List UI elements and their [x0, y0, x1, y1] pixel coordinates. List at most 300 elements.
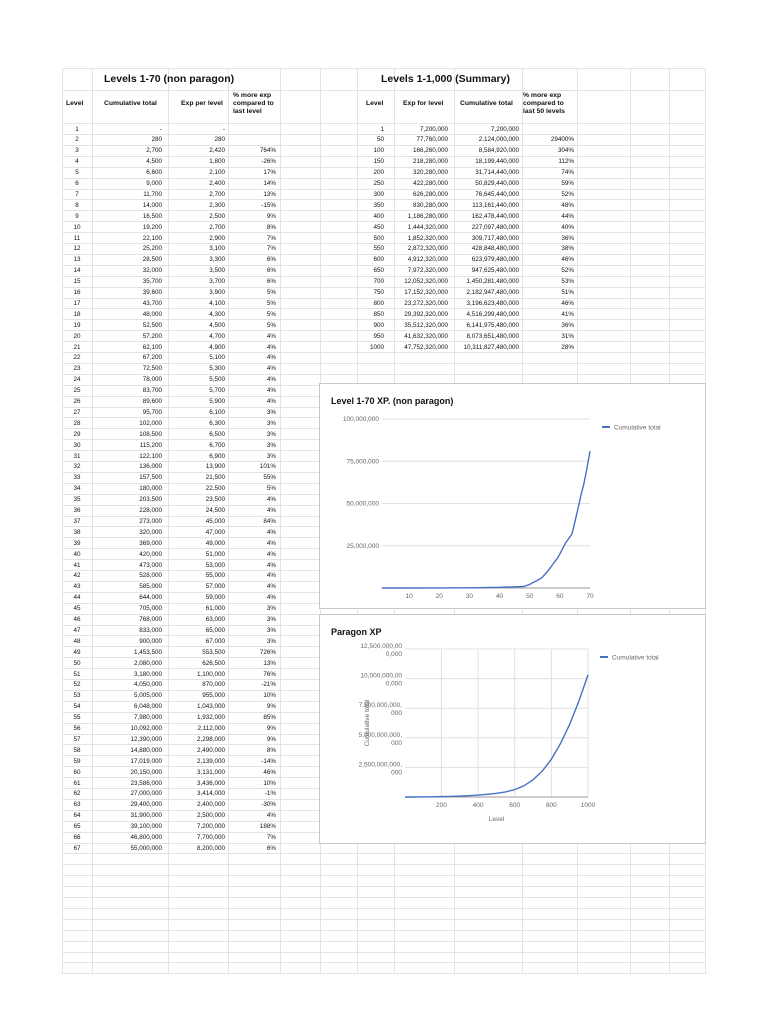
- left-cell-level: 3: [75, 147, 79, 155]
- left-cell-level: 59: [73, 757, 81, 765]
- left-cell-level: 23: [73, 365, 81, 373]
- y-tick-label-line: 12,500,000,00: [360, 643, 402, 650]
- right-cell-cumulative: 2,124,000,000: [478, 136, 519, 144]
- right-header-pct-line: compared to: [523, 100, 564, 107]
- left-cell-cumulative: 6,600: [146, 169, 162, 177]
- left-cell-level: 31: [73, 452, 81, 460]
- right-header-cumulative: Cumulative total: [460, 100, 513, 107]
- right-cell-exp: 830,280,000: [412, 201, 448, 209]
- left-cell-level: 27: [73, 408, 81, 416]
- right-cell-pct: 51%: [561, 289, 574, 296]
- left-cell-exp: 2,100: [209, 169, 225, 177]
- right-cell-cumulative: 309,717,480,000: [471, 234, 519, 242]
- left-cell-pct: 4%: [266, 812, 276, 820]
- left-cell-exp: 6,100: [209, 408, 225, 416]
- left-cell-level: 6: [75, 180, 79, 187]
- left-cell-pct: 46%: [263, 768, 276, 776]
- left-cell-level: 62: [73, 790, 81, 798]
- right-cell-level: 250: [373, 180, 384, 187]
- left-cell-pct: 3%: [266, 419, 276, 427]
- left-cell-cumulative: 17,019,000: [130, 757, 162, 765]
- right-cell-level: 200: [373, 169, 384, 177]
- left-cell-cumulative: 14,880,000: [130, 746, 162, 754]
- right-header-pct-line: % more exp: [523, 92, 562, 99]
- right-cell-pct: 38%: [561, 245, 574, 253]
- left-cell-exp: 6,500: [209, 430, 225, 438]
- left-cell-cumulative: 2,700: [146, 147, 162, 155]
- left-header-exp: Exp per level: [181, 100, 223, 107]
- y-axis-label: Cumulative total: [364, 699, 371, 747]
- left-cell-level: 5: [75, 169, 79, 177]
- left-cell-level: 10: [73, 223, 81, 231]
- left-cell-level: 34: [73, 485, 81, 493]
- left-cell-level: 15: [73, 278, 81, 286]
- left-cell-level: 57: [73, 735, 81, 743]
- left-cell-pct: 17%: [263, 169, 276, 177]
- left-cell-exp: 23,500: [205, 496, 225, 504]
- y-tick-label: [360, 643, 402, 658]
- left-cell-pct: -14%: [261, 757, 276, 765]
- right-cell-pct: 36%: [561, 234, 574, 242]
- left-cell-level: 12: [73, 245, 81, 253]
- left-cell-level: 47: [73, 626, 81, 634]
- left-cell-exp: 4,100: [209, 299, 225, 307]
- left-cell-exp: 2,139,000: [196, 757, 225, 765]
- left-cell-level: 51: [73, 670, 81, 678]
- left-cell-exp: 7,200,000: [196, 823, 225, 831]
- right-cell-cumulative: 50,829,440,000: [475, 180, 519, 187]
- left-cell-exp: 1,800: [209, 158, 225, 166]
- left-cell-cumulative: 203,500: [139, 496, 162, 504]
- left-cell-pct: 5%: [266, 485, 276, 493]
- left-cell-cumulative: 83,700: [142, 387, 162, 395]
- x-tick-label: 40: [495, 593, 504, 600]
- right-cell-cumulative: 227,097,480,000: [471, 223, 519, 231]
- left-cell-pct: 4%: [266, 332, 276, 340]
- left-cell-pct: 9%: [266, 725, 276, 732]
- y-tick-label: 50,000,000: [346, 500, 379, 508]
- left-cell-exp: 21,500: [205, 474, 225, 482]
- left-cell-exp: 4,300: [209, 310, 225, 318]
- left-cell-level: 1: [75, 125, 79, 133]
- right-cell-level: 450: [373, 223, 384, 231]
- left-cell-cumulative: 320,000: [139, 528, 162, 536]
- left-cell-exp: 2,700: [209, 190, 225, 198]
- y-tick-label: 100,000,000: [342, 416, 379, 423]
- left-cell-cumulative: 644,000: [139, 594, 162, 602]
- left-cell-level: 60: [73, 768, 81, 776]
- grid-row-line: [62, 145, 705, 146]
- right-cell-cumulative: 18,199,440,000: [475, 158, 519, 166]
- left-cell-cumulative: 4,050,000: [133, 681, 162, 689]
- grid-row-line: [62, 254, 705, 255]
- left-cell-pct: 4%: [266, 572, 276, 580]
- left-cell-pct: 4%: [266, 496, 276, 504]
- left-cell-pct: 101%: [259, 463, 276, 471]
- y-tick-label-line: 0,000: [385, 651, 402, 658]
- left-cell-level: 8: [75, 201, 79, 209]
- grid-row-line: [62, 941, 705, 942]
- series-line: [382, 451, 590, 588]
- left-cell-pct: 6%: [266, 267, 276, 275]
- left-cell-exp: 870,000: [202, 681, 225, 689]
- right-cell-exp: 166,260,000: [412, 147, 448, 155]
- grid-row-line: [62, 210, 705, 211]
- left-cell-cumulative: 78,000: [142, 376, 162, 384]
- x-tick-label: 200: [436, 802, 447, 809]
- right-cell-cumulative: 76,645,440,000: [475, 190, 519, 198]
- left-cell-exp: 49,000: [205, 539, 225, 547]
- right-cell-exp: 12,052,320,000: [404, 278, 448, 286]
- grid-row-line: [62, 298, 705, 299]
- right-cell-level: 600: [373, 256, 384, 264]
- left-cell-cumulative: 57,200: [142, 332, 162, 340]
- left-cell-exp: 47,000: [205, 528, 225, 536]
- grid-row-line: [62, 908, 705, 909]
- right-header-level: Level: [366, 100, 384, 107]
- right-cell-cumulative: 113,161,440,000: [472, 201, 519, 209]
- left-cell-pct: 9%: [266, 212, 276, 220]
- grid-row-line: [62, 265, 705, 266]
- left-cell-exp: 6,900: [209, 452, 225, 460]
- right-cell-level: 150: [373, 158, 384, 166]
- right-cell-pct: 53%: [561, 278, 574, 286]
- left-cell-pct: 4%: [266, 550, 276, 558]
- right-cell-pct: 28%: [561, 343, 574, 351]
- left-cell-cumulative: 157,500: [139, 474, 162, 482]
- left-cell-cumulative: 115,200: [139, 441, 162, 449]
- left-cell-cumulative: 43,700: [142, 299, 162, 307]
- left-cell-cumulative: 55,000,000: [130, 844, 162, 852]
- left-cell-level: 44: [73, 594, 81, 602]
- left-cell-cumulative: 420,000: [139, 550, 162, 558]
- left-cell-pct: 6%: [266, 844, 276, 852]
- left-cell-cumulative: 39,600: [142, 289, 162, 296]
- left-cell-cumulative: 705,000: [139, 605, 162, 613]
- right-header-pct-line: last 50 levels: [523, 108, 565, 115]
- right-cell-exp: 422,280,000: [412, 180, 448, 187]
- left-cell-pct: 9%: [266, 703, 276, 711]
- grid-row-line: [62, 897, 705, 898]
- left-cell-cumulative: 473,000: [139, 561, 162, 569]
- right-cell-cumulative: 428,848,480,000: [471, 245, 519, 253]
- left-cell-level: 4: [75, 158, 79, 166]
- left-cell-exp: 53,000: [205, 561, 225, 569]
- right-cell-pct: 36%: [561, 321, 574, 329]
- left-cell-pct: 3%: [266, 452, 276, 460]
- right-cell-pct: 40%: [561, 223, 574, 231]
- left-cell-pct: 7%: [266, 245, 276, 253]
- chart1-title: Level 1-70 XP. (non paragon): [331, 396, 454, 406]
- right-cell-exp: 7,972,320,000: [407, 267, 448, 275]
- grid-row-line: [62, 962, 705, 963]
- grid-row-line: [62, 875, 705, 876]
- left-cell-pct: -26%: [261, 158, 276, 166]
- grid-row-line: [62, 221, 705, 222]
- left-cell-exp: 626,500: [202, 659, 225, 667]
- y-tick-label-line: 000: [391, 769, 402, 777]
- left-cell-cumulative: 22,100: [142, 234, 162, 242]
- left-cell-exp: 45,000: [205, 517, 225, 525]
- left-cell-level: 45: [73, 605, 81, 613]
- left-cell-exp: 955,000: [202, 692, 225, 700]
- left-cell-level: 14: [73, 267, 81, 275]
- left-cell-exp: 5,100: [209, 354, 225, 362]
- right-cell-level: 500: [373, 234, 384, 242]
- legend-label: Cumulative total: [614, 424, 661, 432]
- right-cell-exp: 47,752,320,000: [404, 343, 448, 351]
- right-cell-cumulative: 162,478,440,000: [471, 212, 519, 220]
- left-cell-cumulative: 102,000: [139, 419, 162, 427]
- left-cell-cumulative: 108,500: [139, 430, 162, 438]
- left-cell-pct: 76%: [263, 670, 276, 678]
- grid-row-line: [62, 287, 705, 288]
- left-cell-pct: 10%: [263, 779, 276, 787]
- left-cell-cumulative: -: [159, 125, 162, 133]
- right-cell-exp: 626,280,000: [412, 190, 448, 198]
- left-cell-pct: 5%: [266, 321, 276, 329]
- left-cell-pct: 84%: [263, 517, 276, 525]
- x-tick-label: 400: [472, 802, 484, 809]
- left-cell-pct: 188%: [259, 823, 276, 831]
- left-cell-cumulative: 28,500: [142, 256, 162, 264]
- left-cell-level: 18: [73, 310, 81, 318]
- left-header-pct-line: % more exp: [233, 92, 272, 99]
- grid-row-line: [62, 341, 705, 342]
- left-cell-cumulative: 1,453,500: [133, 648, 162, 656]
- left-cell-level: 32: [73, 463, 81, 471]
- right-cell-pct: 31%: [561, 332, 574, 340]
- left-cell-cumulative: 14,000: [142, 201, 162, 209]
- left-cell-cumulative: 67,200: [142, 354, 162, 362]
- grid-row-line: [62, 232, 705, 233]
- left-cell-exp: 2,500: [209, 212, 225, 220]
- y-tick-label: [359, 761, 403, 776]
- left-cell-cumulative: 228,000: [139, 507, 162, 514]
- left-cell-exp: 3,436,000: [196, 779, 225, 787]
- left-cell-level: 64: [73, 812, 81, 820]
- left-cell-pct: 3%: [266, 616, 276, 623]
- left-cell-pct: 6%: [266, 278, 276, 286]
- left-cell-cumulative: 10,092,000: [130, 725, 162, 732]
- right-cell-exp: 2,872,320,000: [407, 245, 448, 253]
- left-cell-pct: 3%: [266, 441, 276, 449]
- left-cell-level: 19: [73, 321, 81, 329]
- left-cell-level: 61: [73, 779, 81, 787]
- left-cell-exp: 2,500,000: [196, 812, 225, 820]
- grid-row-line: [62, 123, 705, 124]
- right-cell-cumulative: 8,584,920,000: [478, 147, 519, 155]
- left-cell-exp: 63,000: [205, 616, 225, 623]
- left-cell-cumulative: 9,000: [146, 180, 162, 187]
- left-cell-pct: 9%: [266, 735, 276, 743]
- left-cell-cumulative: 46,800,000: [130, 834, 162, 841]
- left-header-pct: [233, 92, 274, 116]
- right-cell-pct: 29400%: [550, 136, 574, 144]
- left-cell-level: 39: [73, 539, 81, 547]
- left-header-pct-line: compared to: [233, 100, 274, 107]
- left-cell-pct: 5%: [266, 299, 276, 307]
- left-cell-pct: 764%: [259, 147, 276, 155]
- left-cell-level: 49: [73, 648, 81, 656]
- left-cell-exp: 61,000: [205, 605, 225, 613]
- left-cell-exp: 5,300: [209, 365, 225, 373]
- left-cell-pct: 4%: [266, 365, 276, 373]
- left-cell-exp: 1,043,000: [196, 703, 225, 711]
- left-cell-cumulative: 29,400,000: [130, 801, 162, 809]
- right-cell-level: 100: [373, 147, 384, 155]
- left-cell-pct: 5%: [266, 289, 276, 296]
- x-tick-label: 50: [526, 593, 534, 600]
- left-cell-exp: 57,000: [205, 583, 225, 591]
- left-cell-cumulative: 89,600: [142, 398, 162, 405]
- left-cell-exp: 3,700: [209, 278, 225, 286]
- left-cell-level: 29: [73, 430, 81, 438]
- grid-row-line: [62, 90, 705, 91]
- left-cell-exp: 3,100: [209, 245, 225, 253]
- left-cell-level: 38: [73, 528, 81, 536]
- left-cell-exp: 8,200,000: [196, 844, 225, 852]
- right-cell-exp: 1,444,320,000: [407, 223, 448, 231]
- legend-label: Cumulative total: [612, 654, 659, 662]
- right-header-pct: [523, 92, 565, 116]
- right-cell-cumulative: 3,196,623,480,000: [466, 299, 519, 307]
- left-cell-cumulative: 19,200: [142, 223, 162, 231]
- left-cell-cumulative: 62,100: [142, 343, 162, 351]
- right-cell-level: 550: [373, 245, 384, 253]
- right-header-exp: Exp for level: [403, 100, 444, 107]
- right-cell-exp: 1,852,320,000: [407, 234, 448, 242]
- chart-paragon-xp[interactable]: [319, 614, 706, 844]
- left-cell-cumulative: 585,000: [139, 583, 162, 591]
- left-cell-exp: 5,900: [209, 398, 225, 405]
- left-cell-cumulative: 369,000: [139, 539, 162, 547]
- left-cell-level: 26: [73, 398, 81, 405]
- right-cell-cumulative: 8,073,651,480,000: [466, 332, 519, 340]
- left-cell-level: 16: [73, 289, 81, 296]
- left-cell-pct: 4%: [266, 354, 276, 362]
- x-tick-label: 70: [586, 593, 594, 600]
- left-cell-level: 11: [73, 234, 81, 242]
- right-cell-pct: 112%: [558, 158, 574, 166]
- left-cell-pct: 3%: [266, 626, 276, 634]
- left-cell-level: 65: [73, 823, 81, 831]
- left-cell-cumulative: 6,048,000: [133, 703, 162, 711]
- left-cell-exp: 6,300: [209, 419, 225, 427]
- grid-row-line: [62, 308, 705, 309]
- left-cell-level: 33: [73, 474, 81, 482]
- left-cell-exp: 2,400: [209, 180, 225, 187]
- left-cell-pct: 3%: [266, 637, 276, 645]
- left-cell-level: 25: [73, 387, 81, 395]
- right-cell-pct: 304%: [557, 147, 574, 155]
- right-cell-pct: 48%: [561, 201, 574, 209]
- right-cell-cumulative: 6,141,975,480,000: [466, 321, 519, 329]
- left-cell-level: 2: [75, 136, 79, 144]
- left-cell-level: 28: [73, 419, 81, 427]
- left-cell-pct: 7%: [266, 234, 276, 242]
- x-tick-label: 20: [435, 593, 443, 600]
- left-cell-level: 41: [73, 561, 81, 569]
- right-cell-exp: 35,512,320,000: [404, 321, 448, 329]
- left-cell-exp: 3,300: [209, 256, 225, 264]
- grid-row-line: [62, 134, 705, 135]
- left-cell-exp: 2,490,000: [196, 746, 225, 754]
- left-cell-exp: 24,500: [205, 507, 225, 514]
- left-cell-cumulative: 280: [151, 136, 162, 144]
- left-cell-level: 40: [73, 550, 81, 558]
- right-cell-level: 700: [373, 278, 384, 286]
- grid-row-line: [62, 178, 705, 179]
- left-cell-pct: 4%: [266, 528, 276, 536]
- left-cell-exp: 1,100,000: [196, 670, 225, 678]
- left-cell-pct: 4%: [266, 398, 276, 405]
- left-cell-level: 52: [73, 681, 81, 689]
- left-cell-exp: 7,700,000: [196, 834, 225, 841]
- x-tick-label: 1000: [580, 802, 596, 809]
- right-cell-exp: 41,632,320,000: [404, 332, 448, 340]
- right-cell-cumulative: 1,450,281,480,000: [466, 278, 519, 286]
- grid-row-line: [62, 243, 705, 244]
- left-cell-cumulative: 833,000: [139, 626, 162, 634]
- left-cell-level: 37: [73, 517, 81, 525]
- left-cell-cumulative: 900,000: [139, 637, 162, 645]
- left-cell-exp: 2,298,000: [196, 735, 225, 743]
- right-cell-level: 1: [380, 125, 384, 133]
- left-cell-exp: 5,700: [209, 387, 225, 395]
- left-cell-exp: 4,700: [209, 332, 225, 340]
- left-cell-cumulative: 180,000: [139, 485, 162, 493]
- grid-row-line: [62, 973, 705, 974]
- left-cell-exp: 4,900: [209, 343, 225, 351]
- left-cell-exp: -: [222, 125, 225, 133]
- x-tick-label: 60: [556, 593, 564, 600]
- left-cell-pct: -15%: [261, 201, 276, 209]
- left-cell-cumulative: 48,000: [142, 310, 162, 318]
- left-cell-exp: 2,400,000: [196, 801, 225, 809]
- right-cell-exp: 23,272,320,000: [404, 299, 448, 307]
- left-cell-level: 9: [75, 212, 79, 220]
- left-header-level: Level: [66, 100, 84, 107]
- left-cell-pct: 726%: [259, 648, 276, 656]
- y-tick-label-line: 10,000,000,00: [360, 672, 402, 680]
- left-cell-cumulative: 95,700: [142, 408, 162, 416]
- left-cell-level: 48: [73, 637, 81, 645]
- left-cell-level: 20: [73, 332, 81, 340]
- left-cell-pct: 5%: [266, 310, 276, 318]
- right-cell-level: 50: [376, 136, 384, 144]
- right-cell-exp: 320,280,000: [412, 169, 448, 177]
- left-cell-cumulative: 768,000: [139, 616, 162, 623]
- right-cell-level: 950: [373, 332, 384, 340]
- right-cell-pct: 41%: [561, 310, 574, 318]
- left-cell-exp: 5,500: [209, 376, 225, 384]
- left-cell-pct: 6%: [266, 256, 276, 264]
- x-tick-label: 600: [509, 802, 521, 809]
- grid-row-line: [62, 864, 705, 865]
- left-cell-cumulative: 39,100,000: [130, 823, 162, 831]
- left-cell-exp: 2,900: [209, 234, 225, 242]
- left-cell-exp: 2,112,000: [197, 725, 225, 732]
- right-cell-level: 750: [373, 289, 384, 296]
- y-tick-label-line: 0,000: [385, 680, 402, 688]
- left-cell-cumulative: 52,500: [142, 321, 162, 329]
- left-header-cumulative: Cumulative total: [104, 100, 157, 107]
- right-cell-cumulative: 10,311,827,480,000: [463, 343, 519, 351]
- left-cell-pct: 4%: [266, 539, 276, 547]
- chart-level-1-70[interactable]: [319, 383, 706, 609]
- left-cell-pct: 8%: [266, 223, 276, 231]
